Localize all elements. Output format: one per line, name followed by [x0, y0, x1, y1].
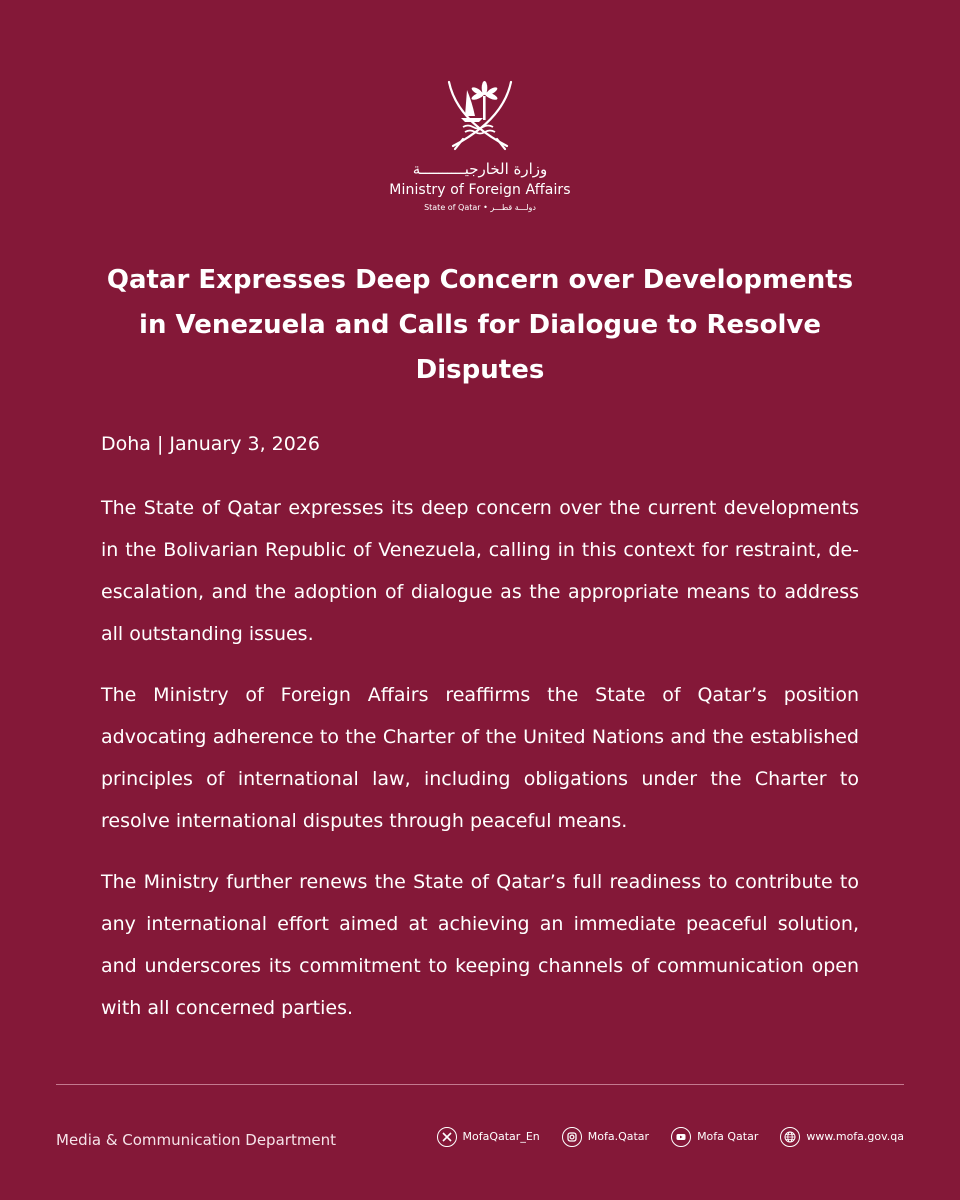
paragraph-2: The Ministry of Foreign Affairs reaffirms the State of Qatar’s position advocating adherence to the Charter of the United Nations and the established principles of international law, including obligations under the Charter to resolve international disputes through peaceful means.: [101, 684, 859, 832]
state-of-qatar-label: State of Qatar • دولـــة قطـــر: [424, 203, 536, 212]
social-instagram[interactable]: [562, 1127, 649, 1147]
dateline: Doha | January 3, 2026: [101, 433, 321, 455]
social-links: [415, 1127, 904, 1147]
statement-body: [101, 487, 859, 1048]
social-website-label: www.mofa.gov.qa: [806, 1130, 904, 1143]
social-instagram-label: Mofa.Qatar: [587, 1130, 650, 1143]
youtube-icon: [671, 1127, 691, 1147]
footer-divider: [56, 1084, 904, 1085]
instagram-icon: [562, 1127, 582, 1147]
social-x[interactable]: [437, 1127, 540, 1147]
globe-icon: [780, 1127, 800, 1147]
social-x-label: MofaQatar_En: [462, 1130, 540, 1143]
department-name: Media & Communication Department: [56, 1131, 337, 1149]
page-title: Qatar Expresses Deep Concern over Developments in Venezuela and Calls for Dialogue to Resolve Disputes: [106, 265, 854, 385]
paragraph-3: The Ministry further renews the State of Qatar’s full readiness to contribute to any international effort aimed at achieving an immediate peaceful solution, and underscores its commitment to keeping channels of communication open with all concerned parties.: [101, 871, 859, 1019]
paragraph-1: The State of Qatar expresses its deep concern over the current developments in the Bolivarian Republic of Venezuela, calling in this context for restraint, de-escalation, and the adoption of dialogue as the appropriate means to address all outstanding issues.: [101, 497, 859, 645]
social-youtube[interactable]: [671, 1127, 758, 1147]
ministry-logo: [0, 72, 960, 214]
ministry-name-english: Ministry of Foreign Affairs: [389, 182, 571, 198]
social-website[interactable]: [780, 1127, 904, 1147]
social-youtube-label: Mofa Qatar: [697, 1130, 759, 1143]
x-icon: [437, 1127, 457, 1147]
qatar-emblem-icon: [441, 72, 519, 152]
ministry-name-arabic: وزارة الخارجيــــــــــة: [412, 160, 548, 178]
